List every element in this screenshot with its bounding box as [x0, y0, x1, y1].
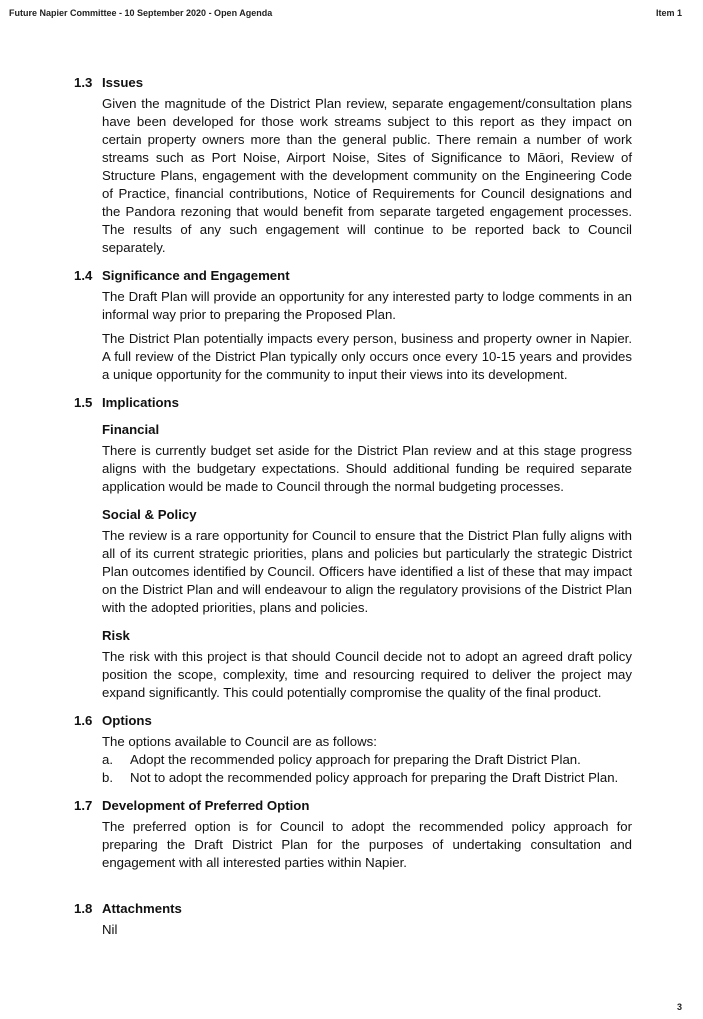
paragraph: The options available to Council are as follows:: [102, 734, 377, 749]
list-item: [102, 769, 632, 787]
options-list: [102, 751, 632, 787]
section-number: 1.5: [74, 395, 93, 410]
section-title: Development of Preferred Option: [102, 798, 310, 813]
section-title: Implications: [102, 395, 179, 410]
page-header-item: Item 1: [655, 8, 682, 18]
paragraph: Nil: [102, 922, 118, 937]
subsection-title-financial: Financial: [102, 422, 160, 437]
paragraph: There is currently budget set aside for the District Plan review and at this stage progress aligns with the budgetary expectations. Should additional funding be required separate application would be made to Council through the normal budgeting processes.: [102, 443, 632, 494]
section-title: Issues: [102, 75, 144, 90]
page-number: 3: [676, 1002, 682, 1012]
subsection-title-social-policy: Social & Policy: [102, 507, 197, 522]
paragraph: The preferred option is for Council to adopt the recommended policy approach for preparing the Draft District Plan for the purposes of undertaking consultation and engagement with all interested parties within Napier.: [102, 819, 632, 870]
section-number: 1.4: [74, 268, 93, 283]
list-item: [102, 751, 632, 769]
section-title: Options: [102, 713, 152, 728]
paragraph: The Draft Plan will provide an opportunity for any interested party to lodge comments in an informal way prior to preparing the Proposed Plan.: [102, 289, 632, 322]
subsection-title-risk: Risk: [102, 628, 130, 643]
section-significance-engagement: [74, 267, 632, 384]
section-preferred-option: [74, 797, 632, 872]
paragraph: Given the magnitude of the District Plan review, separate engagement/consultation plans have been developed for those work streams subject to this report as they impact on certain property owners more than the general public. There remain a number of work streams such as Port Noise, Airport Noise, Sites of Significance to Māori, Review of Structure Plans, engagement with the development community on the Engineering Code of Practice, financial contributions, Notice of Requirements for Council designations and the Pandora rezoning that would benefit from separate targeted engagement processes. The results of any such engagement will continue to be reported back to Council separately.: [102, 96, 632, 255]
section-issues: [74, 74, 632, 257]
paragraph: The risk with this project is that should Council decide not to adopt an agreed draft policy position the scope, complexity, time and resourcing required to deliver the project may expand significantly. This could potentially compromise the quality of the final product.: [102, 649, 632, 700]
page-header-title: Future Napier Committee - 10 September 2020 - Open Agenda: [9, 8, 273, 18]
section-attachments: [74, 900, 632, 939]
list-item-text: Not to adopt the recommended policy approach for preparing the Draft District Plan.: [130, 770, 619, 785]
document-body: [74, 74, 632, 939]
list-marker: b.: [102, 770, 113, 785]
paragraph: The District Plan potentially impacts every person, business and property owner in Napier. A full review of the District Plan typically only occurs once every 10-15 years and provides a unique opportunity for the community to input their views into its development.: [102, 331, 632, 382]
list-item-text: Adopt the recommended policy approach for preparing the Draft District Plan.: [130, 752, 581, 767]
section-number: 1.3: [74, 75, 93, 90]
section-number: 1.6: [74, 713, 93, 728]
section-number: 1.7: [74, 798, 93, 813]
section-options: [74, 712, 632, 787]
paragraph: The review is a rare opportunity for Council to ensure that the District Plan fully aligns with all of its current strategic priorities, plans and policies but particularly the strategic District Plan outcomes identified by Council. Officers have identified a list of these that may impact on the District Plan and will endeavour to align the regulatory provisions of the District Plan with the adopted priorities, plans and policies.: [102, 528, 632, 615]
section-number: 1.8: [74, 901, 93, 916]
section-implications: [74, 394, 632, 702]
section-title: Attachments: [102, 901, 182, 916]
list-marker: a.: [102, 752, 113, 767]
section-title: Significance and Engagement: [102, 268, 290, 283]
